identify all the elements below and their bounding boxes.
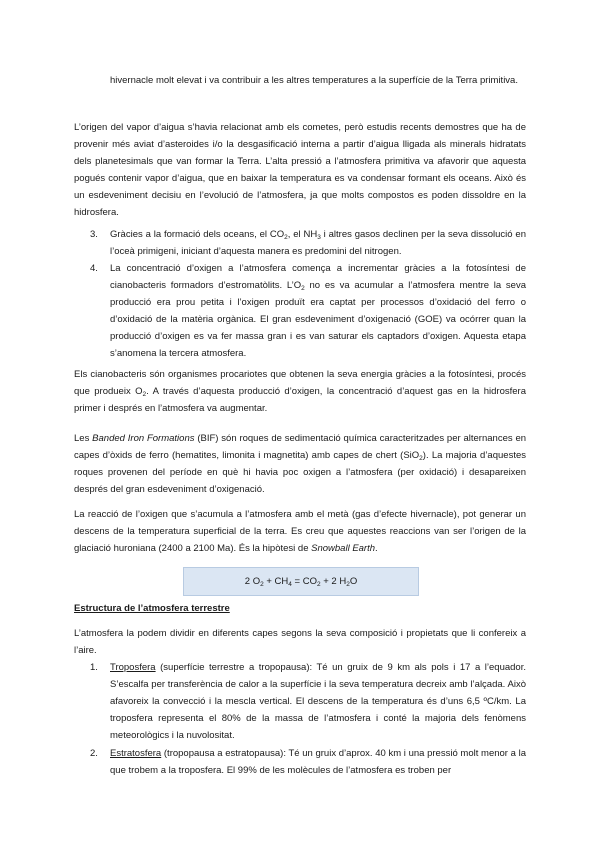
reaction-formula: 2 $O_2 + CH_4 = CO_2 + 2$ $H_2O$ <box>183 567 419 596</box>
paragraph-cyanobacteria: Els cianobacteris són organismes procariotes que obtenen la seva energia gràcies a la fotosíntesi, procés que produeix $O_2$. A través d’aquesta producció d’oxigen, la concentració d’aquest gas en la hidrosfera primer i després en l’atmosfera va augmentar. <box>74 369 526 414</box>
list-number: 2. <box>90 748 98 759</box>
list-item: Gràcies a la formació dels oceans, el $CO_2$, el $NH_3$ i altres gasos declinen per la seva dissolució en l’oceà primigeni, iniciant d’aquesta manera es predomini del nitrogen. <box>110 229 526 257</box>
paragraph-methane: La reacció de l’oxigen que s’acumula a l’atmosfera amb el metà (gas d’efecte hivernacle), pot generar un descens de la temperatura superficial de la terra. Es creu que aquestes reaccions van ser l’origen de la glaciació huroniana (2400 a 2100 Ma). És la hipòtesi de Snowball Earth. <box>74 509 526 554</box>
list-number: 4. <box>90 263 98 274</box>
list-item: La concentració d’oxigen a l’atmosfera comença a incrementar gràcies a la fotosíntesi de cianobacteris formadors d’estromatòlits. $L’O_2$ no es va acumular a l’atmosfera mentre la seva producció era prou petita i l’oxigen produït era captat per processos d’oxidació del ferro o d’oxidació de la matèria orgànica. El gran esdeveniment d’oxigenació (GOE) va ocórrer quan la producció d’oxigen es va fer massa gran i es van saturar els captadors d’oxigen. Aquesta etapa s’anomena la tercera atmosfera. <box>110 263 526 359</box>
intro-continuation: hivernacle molt elevat i va contribuir a les altres temperatures a la superfície de la Terra primitiva. <box>110 75 518 86</box>
section-heading: Estructura de l’atmosfera terrestre <box>74 603 230 614</box>
paragraph-bif: Les Banded Iron Formations (BIF) són roques de sedimentació química caracteritzades per alternances en capes d’òxids de ferro (hematites, limonita i magnetita) amb capes de chert (SiO$_2$). La majoria d’aquestes roques provenen del període en què hi havia poc oxigen a l’atmosfera (per oxidació) i desapareixen després del gran esdeveniment d’oxigenació. <box>74 433 527 495</box>
layer-troposphere: Troposfera (superfície terrestre a tropopausa): Té un gruix de 9 km als pols i 17 a l’equador. S’escalfa per transferència de calor a la superfície i la seva temperatura decreix amb l’alçada. Això afavoreix la convecció i la mescla vertical. El descens de la temperatura és d’uns 6,5 ºC/km. La troposfera representa el 80% de la massa de l’atmosfera i conté la majoria dels fenòmens meteorològics i la nuvolositat. <box>110 662 526 741</box>
list-number: 3. <box>90 229 98 240</box>
section-intro: L’atmosfera la podem dividir en diferents capes segons la seva composició i propietats que li confereix a l’aire. <box>74 628 526 656</box>
layer-stratosphere: Estratosfera (tropopausa a estratopausa): Té un gruix d’aprox. 40 km i una pressió molt menor a la que trobem a la troposfera. El 99% de les molècules de l’atmosfera es troben per <box>110 748 526 776</box>
list-number: 1. <box>90 662 98 673</box>
paragraph-water-vapor: L’origen del vapor d’aigua s’havia relacionat amb els cometes, però estudis recents demostres que ha de provenir més aviat d’asteroides i/o la desgasificació interna a partir d’aigua lligada als minerals hidratats dels planetesimals que van formar la Terra. L’alta pressió a l’atmosfera primitiva va afavorir que aquesta pogués contenir vapor d’aigua, que en baixar la temperatura es va condensar formant els oceans. Això és un esdeveniment decisiu en l’evolució de l’atmosfera, ja que molts compostos es poden dissoldre en la hidrosfera. <box>74 122 526 218</box>
